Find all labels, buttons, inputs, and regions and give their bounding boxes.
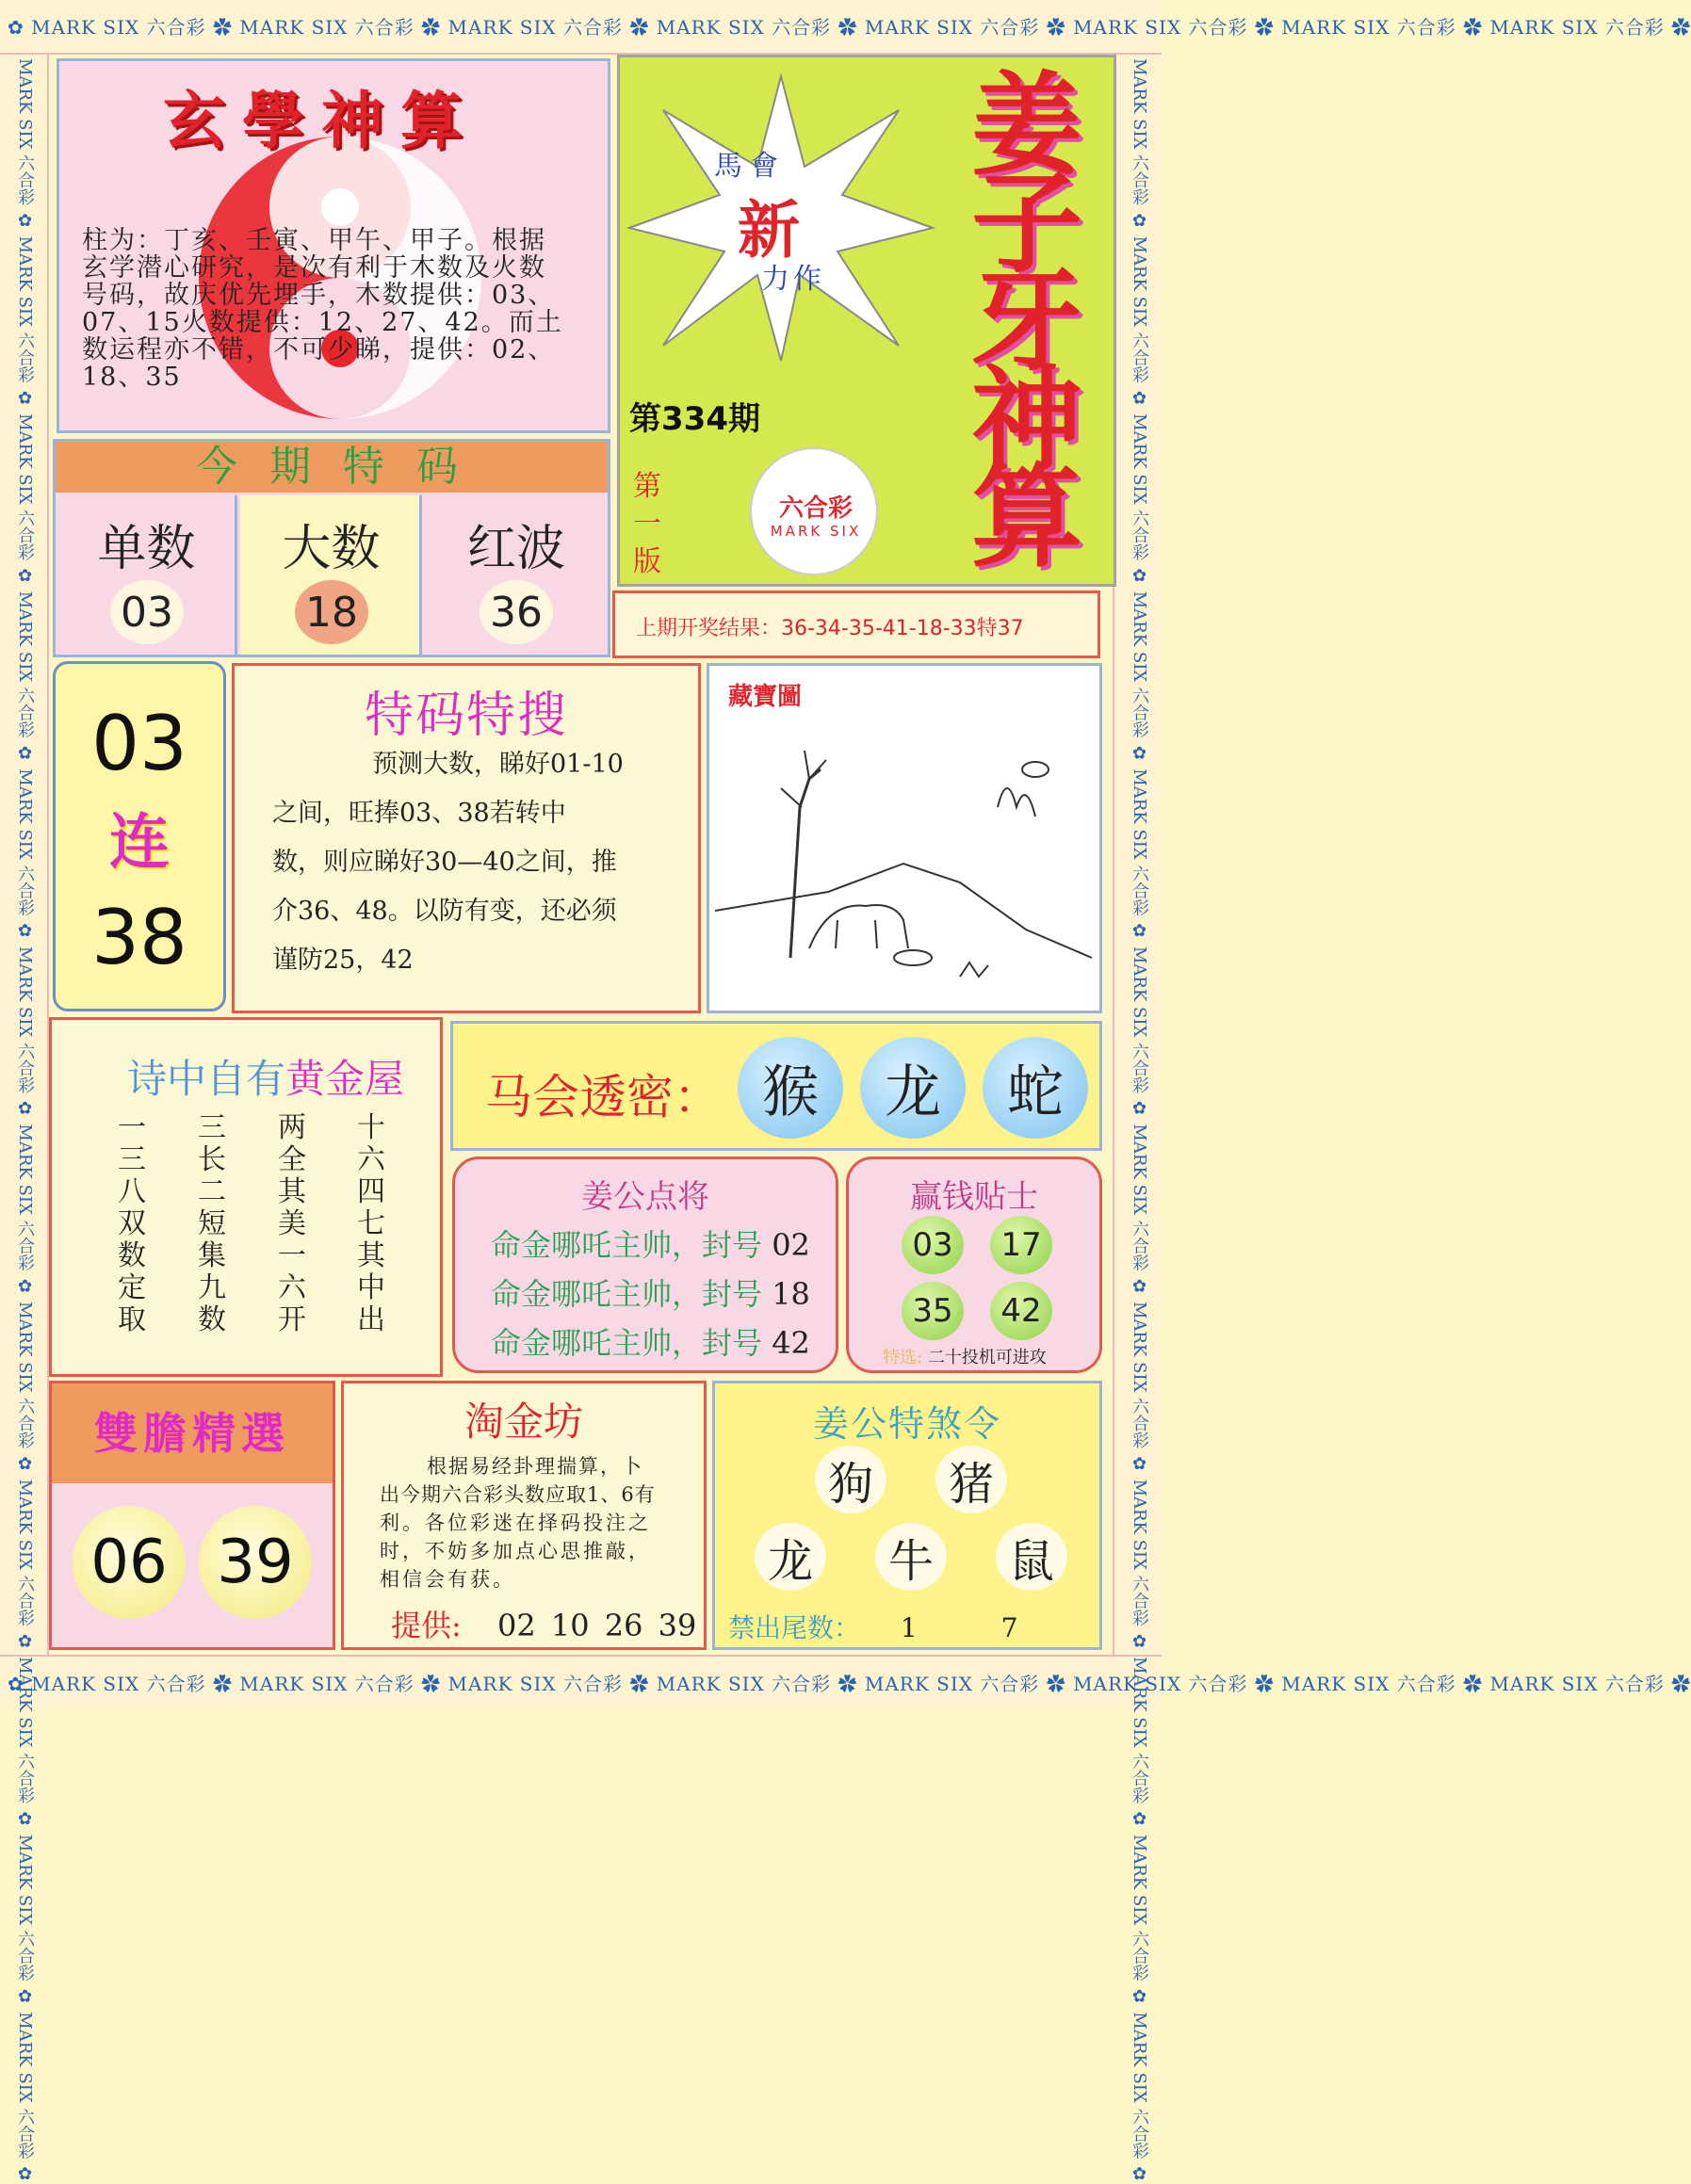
taojin-panel [341,1381,707,1650]
taojin-provide-label: 提供: [391,1608,462,1643]
left-border [0,55,49,2184]
mahui-panel [450,1021,1102,1151]
search-line: 预测大数，睇好01-10 [372,750,624,779]
tesha-zodiac-ball [996,1523,1067,1591]
tesha-panel [712,1381,1102,1650]
xuanxue-panel [57,58,610,433]
lian-middle: 连 [109,807,170,878]
tema-cell-odd [56,495,237,655]
shuangdan-panel [49,1381,335,1650]
top-border [0,0,1691,55]
lian-top-number: 03 [91,700,187,787]
tips-number-ball [990,1216,1052,1274]
treasure-illustration [715,713,1094,1005]
taojin-line: 出今期六合彩头数应取1、6有 [380,1483,656,1506]
edition-label: 第一版 [633,470,661,578]
tesha-zodiac: 牛 [887,1534,934,1588]
poem-column: 一三八双数定取 [118,1111,146,1336]
shuangdan-number: 06 [90,1528,168,1597]
tema-title: 今 期 特 码 [56,442,608,493]
tips-panel [846,1157,1102,1373]
right-border [1113,55,1162,2184]
tema-number-ball [295,580,368,644]
star-center-text: 新 [738,193,800,267]
tema-label: 大数 [282,521,381,577]
brand-title-char: 子 [970,157,1082,288]
star-bottom-text: 力作 [761,263,825,296]
treasure-panel [707,663,1102,1013]
search-title: 特码特搜 [364,688,568,744]
border-text: ✿ MARK SIX 六合彩 ✿ MARK SIX 六合彩 ✿ MARK SIX 六合彩 ✿ MARK SIX 六合彩 ✿ MARK SIX 六合彩 ✿ MARK SIX 六合彩 ✿ MARK SIX 六合彩 ✿ MARK SIX 六合彩 ✿ [8,16,1691,39]
jianggong-title: 姜公点将 [581,1178,709,1216]
taojin-provide [391,1602,696,1645]
tips-number: 17 [1000,1226,1042,1264]
zodiac-ball [860,1037,966,1139]
poem-column: 十六四七其中出 [357,1111,385,1336]
tema-label: 红波 [466,521,565,577]
tesha-zodiac-ball [875,1523,947,1591]
taojin-line: 时，不妨多加点心思推敲， [380,1540,651,1562]
tema-panel [53,439,610,657]
tema-number-ball [110,580,184,644]
poem-title-a: 诗中自有 [127,1056,286,1102]
tema-number-ball [480,580,553,644]
shuangdan-number-ball [199,1506,312,1619]
star-top-text: 馬會 [714,150,786,183]
tesha-zodiac: 猪 [948,1457,994,1511]
tema-number: 36 [490,588,543,637]
taojin-line: 利。各位彩迷在择码投注之 [380,1512,651,1534]
brand-title-char: 牙 [970,255,1082,386]
tips-number-ball [990,1282,1052,1340]
poem-column: 三长二短集九数 [198,1111,226,1336]
tips-number-ball [902,1282,964,1340]
zodiac-char: 猴 [762,1060,819,1125]
zodiac-ball [738,1037,843,1139]
tips-number: 03 [912,1226,953,1264]
search-panel [232,663,701,1013]
tesha-zodiac: 狗 [827,1457,873,1511]
tips-note-label: 特选: [883,1348,923,1367]
tips-number: 42 [1000,1292,1042,1330]
shuangdan-number: 39 [217,1528,294,1597]
poem-title [127,1048,404,1105]
logo-en: MARK SIX [770,523,862,540]
zodiac-char: 龙 [885,1060,941,1125]
jianggong-line-text: 命金哪吒主帅，封号 [491,1227,763,1263]
border-text: MARK SIX 六合彩 ✿ MARK SIX 六合彩 ✿ MARK SIX 六合彩 ✿ MARK SIX 六合彩 ✿ MARK SIX 六合彩 ✿ MARK SIX 六合彩 ✿ MARK SIX 六合彩 ✿ MARK SIX 六合彩 ✿ MARK SIX 六合彩 ✿ MARK SIX 六合彩 ✿ MARK SIX 六合彩 ✿ MARK SIX 六合彩 ✿ [15,58,35,2184]
brand-title-char: 姜 [970,59,1082,190]
lian-bottom-number: 38 [91,894,187,981]
logo-cn: 六合彩 [778,494,853,523]
lian-panel [53,661,226,1011]
taojin-line: 根据易经卦理揣算，卜 [427,1455,643,1478]
xuanxue-body: 柱为：丁亥、壬寅、甲午、甲子。根据玄学潜心研究，是次有利于木数及火数号码，故庆优先埋手，木数提供：03、07、15火数提供：12、27、42。而土数运程亦不错，不可少睇，提供：02、18、35 [82,226,563,392]
jianggong-line [491,1270,810,1314]
last-result-text: 上期开奖结果：36-34-35-41-18-33特37 [636,617,1024,640]
search-line: 谨防25，42 [272,946,414,975]
tesha-zodiac-ball [935,1446,1007,1513]
jianggong-line-text: 命金哪吒主帅，封号 [491,1325,763,1361]
tesha-title: 姜公特煞令 [812,1403,1001,1445]
taojin-title: 淘金坊 [463,1399,583,1445]
xuanxue-title: 玄學神算 [163,84,480,157]
issue-number: 第334期 [629,400,760,438]
mark-six-logo [750,447,878,575]
taojin-line: 相信会有获。 [380,1568,515,1591]
jianggong-line-number: 18 [772,1276,810,1312]
search-line: 数，则应睇好30—40之间，推 [272,848,617,877]
taojin-provide-numbers: 02 10 26 39 [496,1608,697,1643]
brand-title-char: 神 [970,353,1082,484]
tips-title: 赢钱贴士 [910,1178,1038,1216]
tesha-zodiac: 龙 [767,1534,813,1588]
zodiac-ball [983,1037,1088,1139]
tesha-ban [728,1608,1017,1645]
tesha-zodiac-ball [755,1523,826,1591]
tesha-zodiac: 鼠 [1008,1534,1054,1588]
tema-label: 单数 [97,521,196,577]
tema-number: 03 [121,588,173,637]
zodiac-char: 蛇 [1007,1060,1064,1125]
tips-note-text: 二十投机可进攻 [927,1348,1047,1367]
tema-cell-big [240,495,422,655]
tema-cell-red [425,495,608,655]
shuangdan-number-ball [73,1506,186,1619]
border-text: MARK SIX 六合彩 ✿ MARK SIX 六合彩 ✿ MARK SIX 六合彩 ✿ MARK SIX 六合彩 ✿ MARK SIX 六合彩 ✿ MARK SIX 六合彩 ✿ MARK SIX 六合彩 ✿ MARK SIX 六合彩 ✿ MARK SIX 六合彩 ✿ MARK SIX 六合彩 ✿ MARK SIX 六合彩 ✿ MARK SIX 六合彩 ✿ [1130,58,1149,2184]
treasure-title: 藏寶圖 [728,683,803,711]
tesha-zodiac-ball [815,1446,886,1513]
poem-panel [49,1017,443,1377]
brand-title-char: 算 [970,451,1082,582]
search-line: 介36、48。以防有变，还必须 [272,897,617,926]
border-text: ✿ MARK SIX 六合彩 ✿ MARK SIX 六合彩 ✿ MARK SIX 六合彩 ✿ MARK SIX 六合彩 ✿ MARK SIX 六合彩 ✿ MARK SIX 六合彩 ✿ MARK SIX 六合彩 ✿ MARK SIX 六合彩 ✿ [8,1673,1691,1695]
shuangdan-title: 雙膽精選 [52,1383,333,1483]
search-line: 之间，旺捧03、38若转中 [272,799,566,828]
tips-number-ball [902,1216,964,1274]
tesha-ban-number: 7 [1000,1612,1018,1643]
mahui-label: 马会透密： [485,1070,721,1124]
last-result-panel [612,590,1100,658]
jianggong-line [491,1221,810,1265]
jianggong-line [491,1319,810,1363]
jianggong-line-number: 02 [772,1227,810,1263]
tips-number: 35 [912,1292,953,1330]
tema-number: 18 [305,588,358,637]
poem-column: 两全其美一六开 [278,1111,306,1336]
jianggong-line-text: 命金哪吒主帅，封号 [491,1276,763,1312]
tesha-ban-label: 禁出尾数： [728,1612,861,1643]
jianggong-line-number: 42 [772,1325,810,1361]
bottom-border [0,1655,1691,1709]
jianggong-panel [452,1157,838,1373]
brand-panel [617,55,1116,587]
poem-title-b: 黄金屋 [285,1056,405,1102]
tesha-ban-number: 1 [900,1612,918,1643]
tips-note [883,1344,1047,1368]
brand-title [942,59,1112,582]
